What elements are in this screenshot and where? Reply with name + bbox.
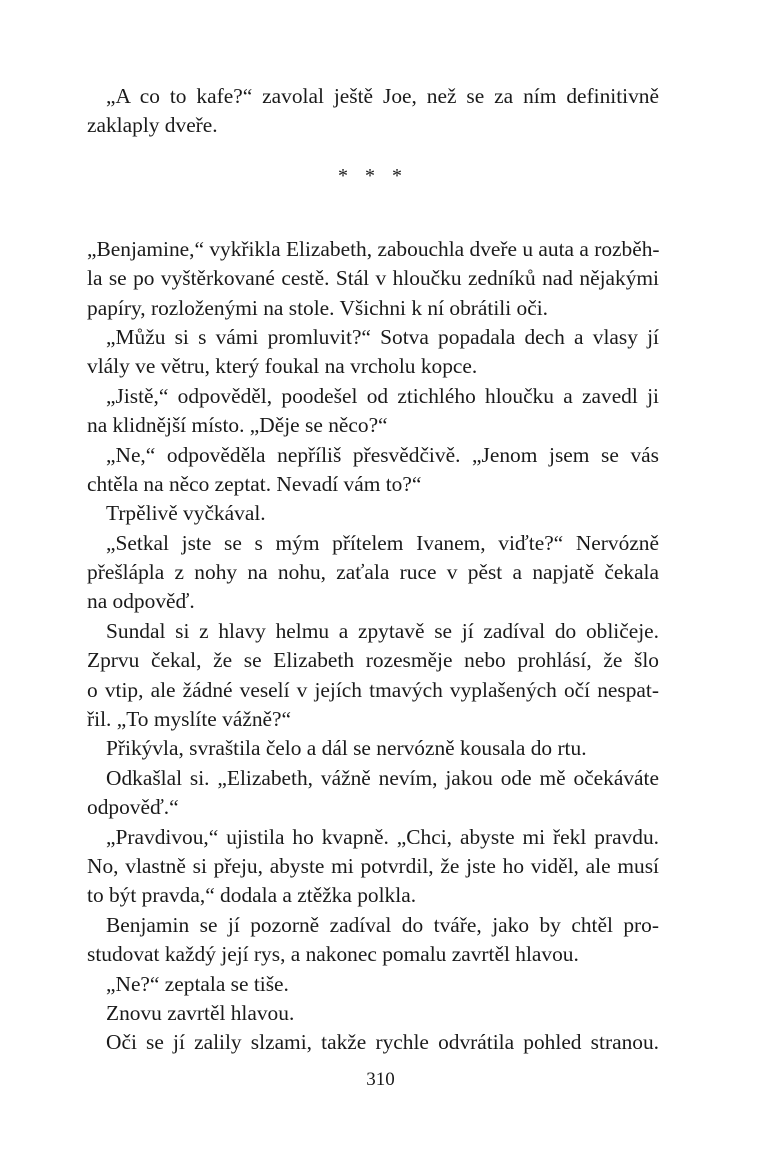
text-line: „Ne?“ zeptala se tiše. bbox=[106, 971, 289, 996]
opening-paragraph bbox=[87, 82, 659, 141]
text-line: zaklaply dveře. bbox=[87, 113, 218, 138]
book-page bbox=[87, 82, 659, 1058]
text-line: na odpověď. bbox=[87, 589, 195, 614]
text-line: řil. „To myslíte vážně?“ bbox=[87, 707, 292, 732]
text-line: papíry, rozloženými na stole. Všichni k ní obrátili oči. bbox=[87, 295, 548, 320]
page-number: 310 bbox=[366, 1069, 395, 1090]
text-line: „Setkal jste se s mým přítelem Ivanem, viďte?“ Nervózně bbox=[106, 530, 659, 555]
text-line: přešlápla z nohy na nohu, zaťala ruce v pěst a napjatě čekala bbox=[87, 560, 659, 585]
text-line: chtěla na něco zeptat. Nevadí vám to?“ bbox=[87, 471, 422, 496]
text-line: „Benjamine,“ vykřikla Elizabeth, zabouchla dveře u auta a rozběh- bbox=[87, 236, 660, 261]
text-line: „Jistě,“ odpověděl, poodešel od ztichlého hloučku a zavedl ji bbox=[106, 383, 659, 408]
text-line: „Můžu si s vámi promluvit?“ Sotva popadala dech a vlasy jí bbox=[106, 324, 659, 349]
text-line: to být pravda,“ dodala a ztěžka polkla. bbox=[87, 883, 417, 908]
text-line: Přikývla, svraštila čelo a dál se nervózně kousala do rtu. bbox=[106, 736, 587, 761]
text-line: „A co to kafe?“ zavolal ještě Joe, než se za ním definitivně bbox=[106, 84, 659, 108]
text-line: „Ne,“ odpověděla nepříliš přesvědčivě. „Jenom jsem se vás bbox=[106, 442, 659, 467]
text-line: Znovu zavrtěl hlavou. bbox=[106, 1000, 295, 1025]
text-line: Odkašlal si. „Elizabeth, vážně nevím, jakou ode mě očekáváte bbox=[106, 765, 659, 790]
text-line: Benjamin se jí pozorně zadíval do tváře, jako by chtěl pro- bbox=[106, 912, 659, 937]
text-line: „Pravdivou,“ ujistila ho kvapně. „Chci, abyste mi řekl pravdu. bbox=[106, 824, 659, 849]
text-line: Zprvu čekal, že se Elizabeth rozesměje nebo prohlásí, že šlo bbox=[87, 648, 659, 673]
text-line: Oči se jí zalily slzami, takže rychle odvrátila pohled stranou. bbox=[106, 1030, 659, 1055]
body-text bbox=[87, 235, 659, 1058]
text-line: studovat každý její rys, a nakonec pomalu zavrtěl hlavou. bbox=[87, 942, 579, 967]
section-separator: * * * bbox=[338, 164, 408, 187]
text-line: No, vlastně si přeju, abyste mi potvrdil, že jste ho viděl, ale musí bbox=[87, 853, 659, 878]
text-line: la se po vyštěrkované cestě. Stál v hloučku zedníků nad nějakými bbox=[87, 266, 659, 291]
text-line: na klidnější místo. „Děje se něco?“ bbox=[87, 413, 388, 438]
text-line: odpověď.“ bbox=[87, 795, 179, 820]
text-line: vlály ve větru, který foukal na vrcholu kopce. bbox=[87, 354, 478, 379]
text-line: Sundal si z hlavy helmu a zpytavě se jí zadíval do obličeje. bbox=[106, 618, 659, 643]
text-line: o vtip, ale žádné veselí v jejích tmavých vyplašených očí nespat- bbox=[87, 677, 659, 702]
text-line: Trpělivě vyčkával. bbox=[106, 501, 266, 526]
